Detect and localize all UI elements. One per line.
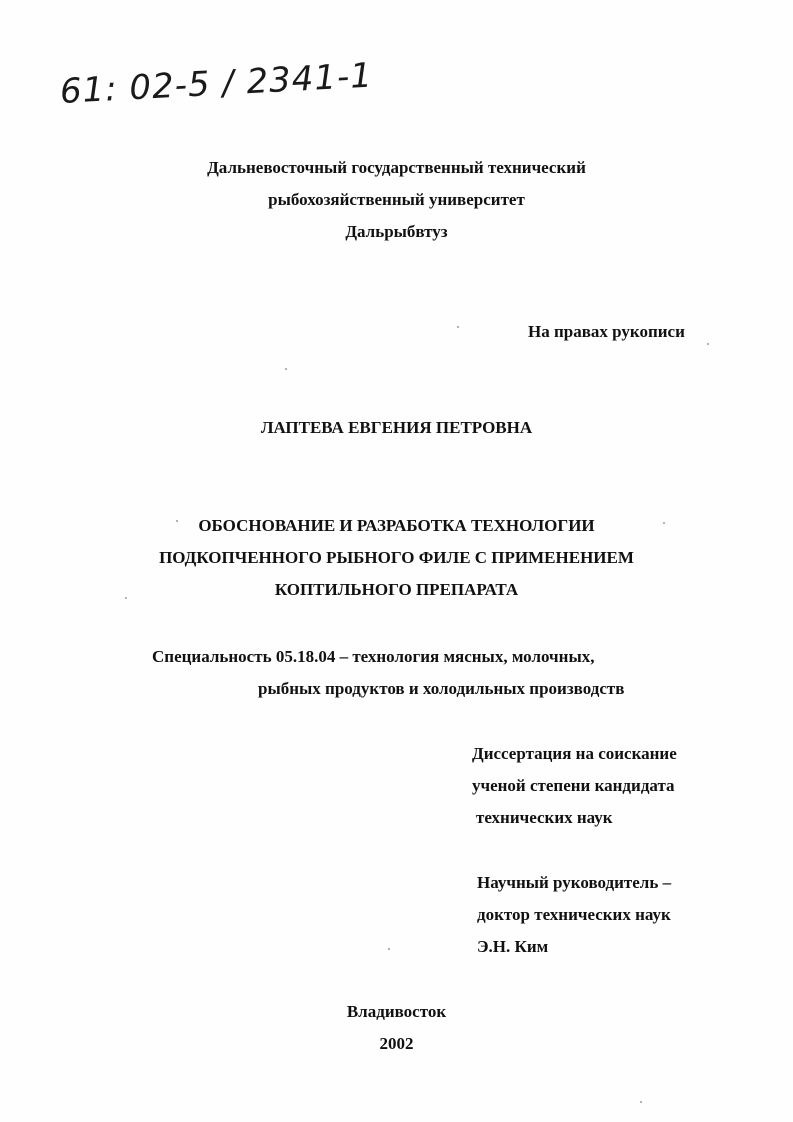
year: 2002 (379, 1034, 414, 1053)
institution-line-1: Дальневосточный государственный технический (207, 158, 586, 177)
city: Владивосток (346, 1002, 447, 1021)
supervisor-name: Э.Н. Ким (477, 937, 549, 956)
author-name: ЛАПТЕВА ЕВГЕНИЯ ПЕТРОВНА (260, 418, 533, 437)
specialty-line-2: рыбных продуктов и холодильных производств (258, 679, 625, 698)
thesis-title-line-1: ОБОСНОВАНИЕ И РАЗРАБОТКА ТЕХНОЛОГИИ (198, 516, 595, 535)
scan-speck (457, 326, 459, 328)
dissertation-line-2: ученой степени кандидата (472, 776, 675, 795)
supervisor-line-1: Научный руководитель – (477, 873, 672, 892)
thesis-title-line-3: КОПТИЛЬНОГО ПРЕПАРАТА (274, 580, 519, 599)
dissertation-line-3: технических наук (476, 808, 613, 827)
scan-speck (125, 597, 127, 599)
scan-speck (285, 368, 287, 370)
institution-line-3: Дальрыбвтуз (345, 222, 448, 241)
supervisor-line-2: доктор технических наук (477, 905, 671, 924)
institution-line-2: рыбохозяйственный университет (268, 190, 525, 209)
thesis-title-line-2: ПОДКОПЧЕННОГО РЫБНОГО ФИЛЕ С ПРИМЕНЕНИЕМ (159, 548, 634, 567)
specialty-line-1: Специальность 05.18.04 – технология мясных, молочных, (152, 647, 595, 666)
scan-speck (388, 948, 390, 950)
scan-speck (176, 520, 178, 522)
scan-speck (640, 1101, 642, 1103)
dissertation-line-1: Диссертация на соискание (472, 744, 677, 763)
scan-speck (707, 343, 709, 345)
scan-speck (663, 522, 665, 524)
manuscript-rights: На правах рукописи (528, 322, 685, 341)
archive-mark: 61: 02-5 / 2341-1 (58, 55, 374, 112)
